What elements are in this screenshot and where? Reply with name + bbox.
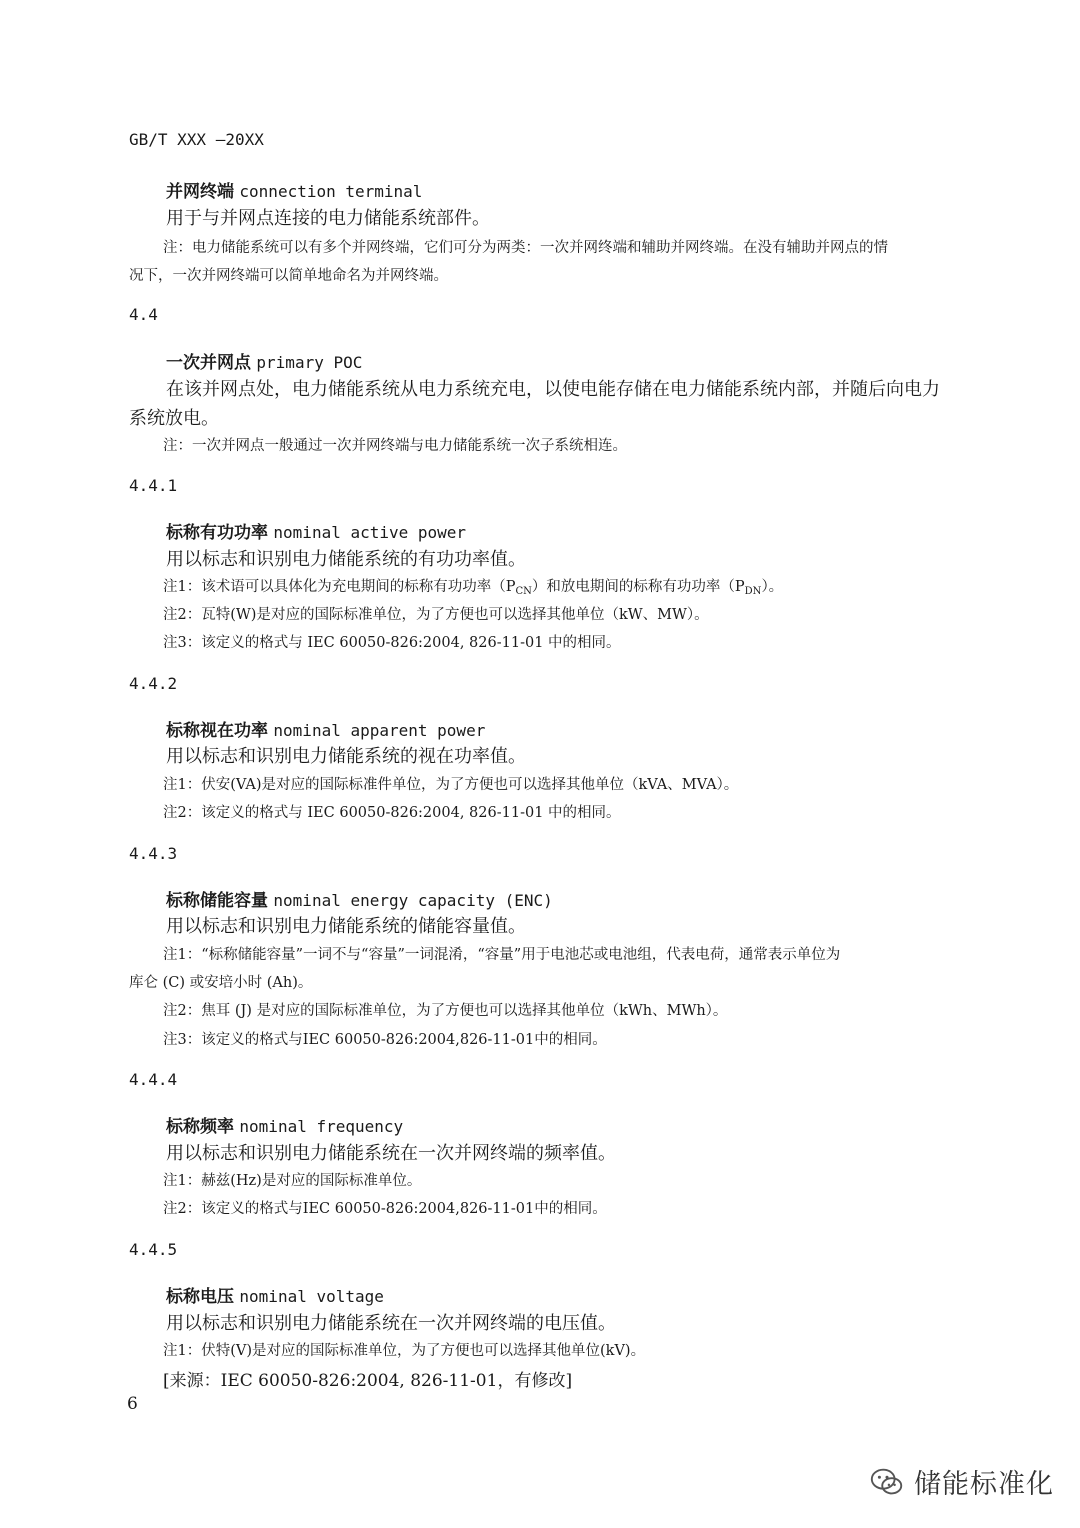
term-note: 注3：该定义的格式与IEC 60050-826:2004,826-11-01中的相同。	[163, 1032, 607, 1048]
section-number: 4.4.2	[129, 674, 178, 693]
term-heading	[166, 886, 553, 911]
term-definition: 用于与并网点连接的电力储能系统部件。	[166, 208, 490, 229]
section-number: 4.4.5	[129, 1240, 178, 1259]
term-definition: 系统放电。	[129, 408, 219, 429]
term-note: 注2：瓦特(W)是对应的国际标准单位，为了方便也可以选择其他单位（kW、MW）。	[163, 607, 709, 623]
watermark-text: 储能标准化	[914, 1469, 1054, 1500]
term-zh: 标称储能容量	[166, 891, 268, 911]
term-zh: 一次并网点	[166, 353, 251, 373]
watermark	[868, 1462, 1054, 1501]
term-note: 注3：该定义的格式与 IEC 60050-826:2004, 826-11-01 中的相同。	[163, 635, 621, 651]
term-note: 注2：焦耳 (J) 是对应的国际标准单位，为了方便也可以选择其他单位（kWh、MWh）。	[163, 1003, 728, 1019]
term-en: nominal frequency	[239, 1117, 404, 1136]
term-en: nominal active power	[273, 523, 467, 542]
term-zh: 并网终端	[166, 182, 234, 202]
term-note-line: 库仑 (C) 或安培小时 (Ah)。	[129, 975, 313, 991]
section-number: 4.4.3	[129, 844, 178, 863]
term-note-line: 注：电力储能系统可以有多个并网终端，它们可分为两类：一次并网终端和辅助并网终端。在没有辅助并网点的情	[163, 240, 888, 256]
term-zh: 标称电压	[166, 1287, 234, 1307]
term-definition: 在该并网点处，电力储能系统从电力系统充电，以使电能存储在电力储能系统内部，并随后向电力	[166, 379, 940, 400]
wechat-icon	[868, 1463, 906, 1501]
term-note-line: 况下，一次并网终端可以简单地命名为并网终端。	[129, 268, 448, 284]
term-definition: 用以标志和识别电力储能系统在一次并网终端的频率值。	[166, 1143, 616, 1164]
term-definition: 用以标志和识别电力储能系统的储能容量值。	[166, 916, 526, 937]
term-en: connection terminal	[239, 182, 423, 201]
section-number: 4.4.1	[129, 476, 178, 495]
term-note: 注1：伏安(VA)是对应的国际标准件单位，为了方便也可以选择其他单位（kVA、MVA）。	[163, 777, 739, 793]
term-note: 注2：该定义的格式与IEC 60050-826:2004,826-11-01中的相同。	[163, 1201, 607, 1217]
term-definition: 用以标志和识别电力储能系统的有功功率值。	[166, 549, 526, 570]
term-definition: 用以标志和识别电力储能系统在一次并网终端的电压值。	[166, 1313, 616, 1334]
term-en: nominal energy capacity (ENC)	[273, 891, 553, 910]
term-source: [来源：IEC 60050-826:2004, 826-11-01，有修改]	[163, 1371, 573, 1391]
term-note: 注：一次并网点一般通过一次并网终端与电力储能系统一次子系统相连。	[163, 438, 627, 454]
term-zh: 标称有功功率	[166, 523, 268, 543]
term-heading	[166, 518, 466, 543]
term-note-line: 注1：“标称储能容量”一词不与“容量”一词混淆，“容量”用于电池芯或电池组，代表电荷，通常表示单位为	[163, 947, 841, 963]
term-zh: 标称视在功率	[166, 721, 268, 741]
term-heading	[166, 177, 422, 202]
term-en: nominal voltage	[239, 1287, 384, 1306]
page-number: 6	[127, 1394, 138, 1414]
term-en: nominal apparent power	[273, 721, 486, 740]
term-heading	[166, 716, 485, 741]
term-note: 注1：伏特(V)是对应的国际标准单位，为了方便也可以选择其他单位(kV)。	[163, 1343, 646, 1359]
section-number: 4.4	[129, 305, 158, 324]
term-heading	[166, 1282, 384, 1307]
term-note: 注1：该术语可以具体化为充电期间的标称有功功率$(P_{CN})$和放电期间的标称有功功率$(P_{DN})$。	[163, 579, 784, 597]
term-zh: 标称频率	[166, 1117, 234, 1137]
term-en: primary POC	[256, 353, 363, 372]
document-id-header: GB/T XXX —20XX	[129, 130, 264, 149]
term-definition: 用以标志和识别电力储能系统的视在功率值。	[166, 746, 526, 767]
term-note: 注1：赫兹(Hz)是对应的国际标准单位。	[163, 1173, 422, 1189]
section-number: 4.4.4	[129, 1070, 178, 1089]
term-heading	[166, 348, 362, 373]
term-note: 注2：该定义的格式与 IEC 60050-826:2004, 826-11-01 中的相同。	[163, 805, 621, 821]
term-heading	[166, 1112, 403, 1137]
